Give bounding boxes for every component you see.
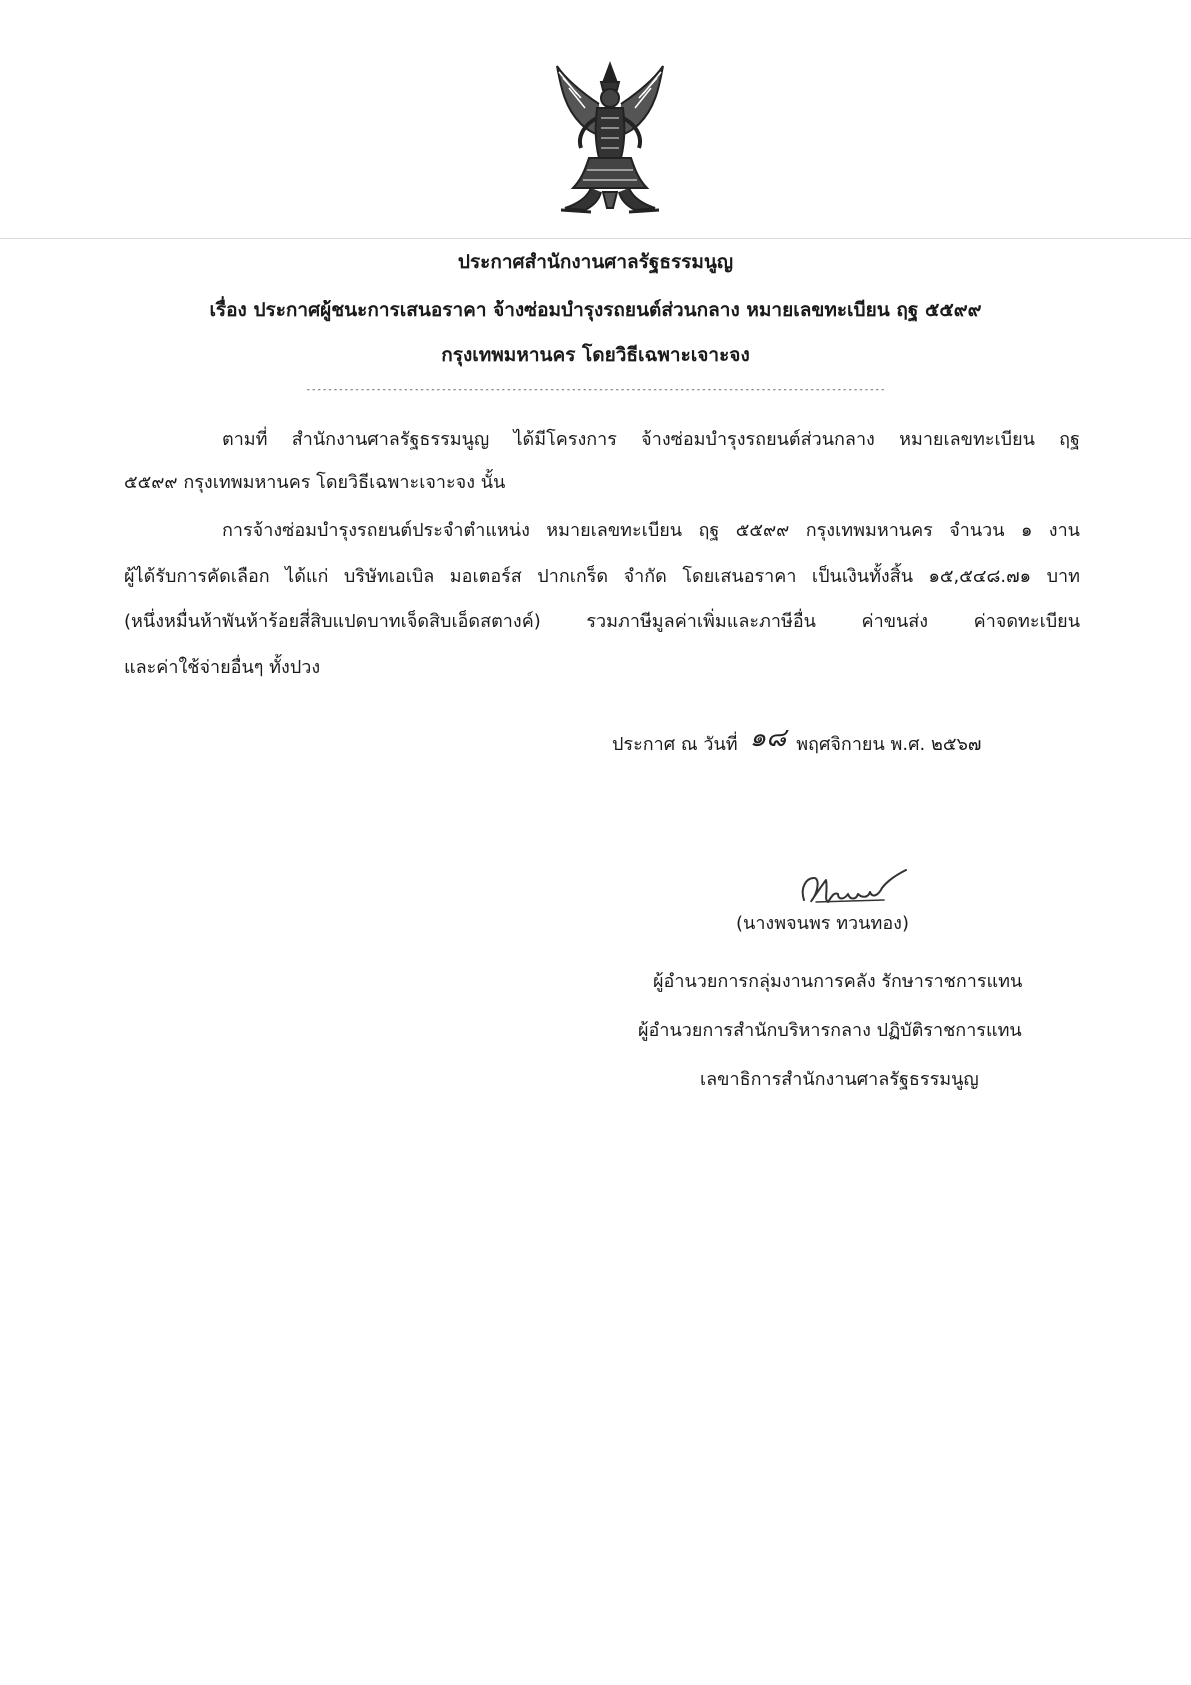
announcement-subject-continued: กรุงเทพมหานคร โดยวิธีเฉพาะเจาะจง	[441, 344, 750, 366]
announcement-date	[612, 723, 982, 757]
signatory-position-1: ผู้อำนวยการกลุ่มงานการคลัง รักษาราชการแทน	[653, 971, 1023, 992]
date-day-handwritten: ๑๘	[749, 723, 787, 753]
announcement-heading: ประกาศสำนักงานศาลรัฐธรรมนูญ	[457, 251, 734, 273]
paragraph-2-line-2: ผู้ได้รับการคัดเลือก ได้แก่ บริษัทเอเบิล มอเตอร์ส ปากเกร็ด จำกัด โดยเสนอราคา เป็นเงินทั้งสิ้น ๑๕,๕๔๘.๗๑ บาท	[124, 566, 1080, 587]
announcement-subject: เรื่อง ประกาศผู้ชนะการเสนอราคา จ้างซ่อมบำรุงรถยนต์ส่วนกลาง หมายเลขทะเบียน ฤฐ ๕๕๙๙	[209, 299, 982, 321]
paragraph-2-line-1: การจ้างซ่อมบำรุงรถยนต์ประจำตำแหน่ง หมายเลขทะเบียน ฤฐ ๕๕๙๙ กรุงเทพมหานคร จำนวน ๑ งาน	[222, 520, 1080, 541]
signatory-position-3: เลขาธิการสำนักงานศาลรัฐธรรมนูญ	[700, 1069, 979, 1090]
garuda-emblem-icon	[551, 58, 669, 220]
title-divider: -----------------------------------------------------------------------------------------------------------	[305, 385, 886, 395]
paragraph-2-line-4: และค่าใช้จ่ายอื่นๆ ทั้งปวง	[124, 657, 321, 678]
date-suffix: พฤศจิกายน พ.ศ. ๒๕๖๗	[796, 734, 982, 755]
signatory-name: (นางพจนพร ทวนทอง)	[736, 913, 909, 934]
handwritten-signature	[798, 866, 910, 912]
scan-edge-line	[0, 238, 1191, 239]
paragraph-1-line-1: ตามที่ สำนักงานศาลรัฐธรรมนูญ ได้มีโครงการ จ้างซ่อมบำรุงรถยนต์ส่วนกลาง หมายเลขทะเบียน ฤฐ	[222, 429, 1080, 450]
signatory-position-2: ผู้อำนวยการสำนักบริหารกลาง ปฏิบัติราชการแทน	[638, 1020, 1022, 1041]
paragraph-2-line-3: (หนึ่งหมื่นห้าพันห้าร้อยสี่สิบแปดบาทเจ็ดสิบเอ็ดสตางค์) รวมภาษีมูลค่าเพิ่มและภาษีอื่น ค่าขนส่ง ค่าจดทะเบียน	[124, 611, 1080, 632]
date-prefix: ประกาศ ณ วันที่	[612, 734, 738, 755]
paragraph-1-line-2: ๕๕๙๙ กรุงเทพมหานคร โดยวิธีเฉพาะเจาะจง นั้น	[124, 472, 506, 493]
